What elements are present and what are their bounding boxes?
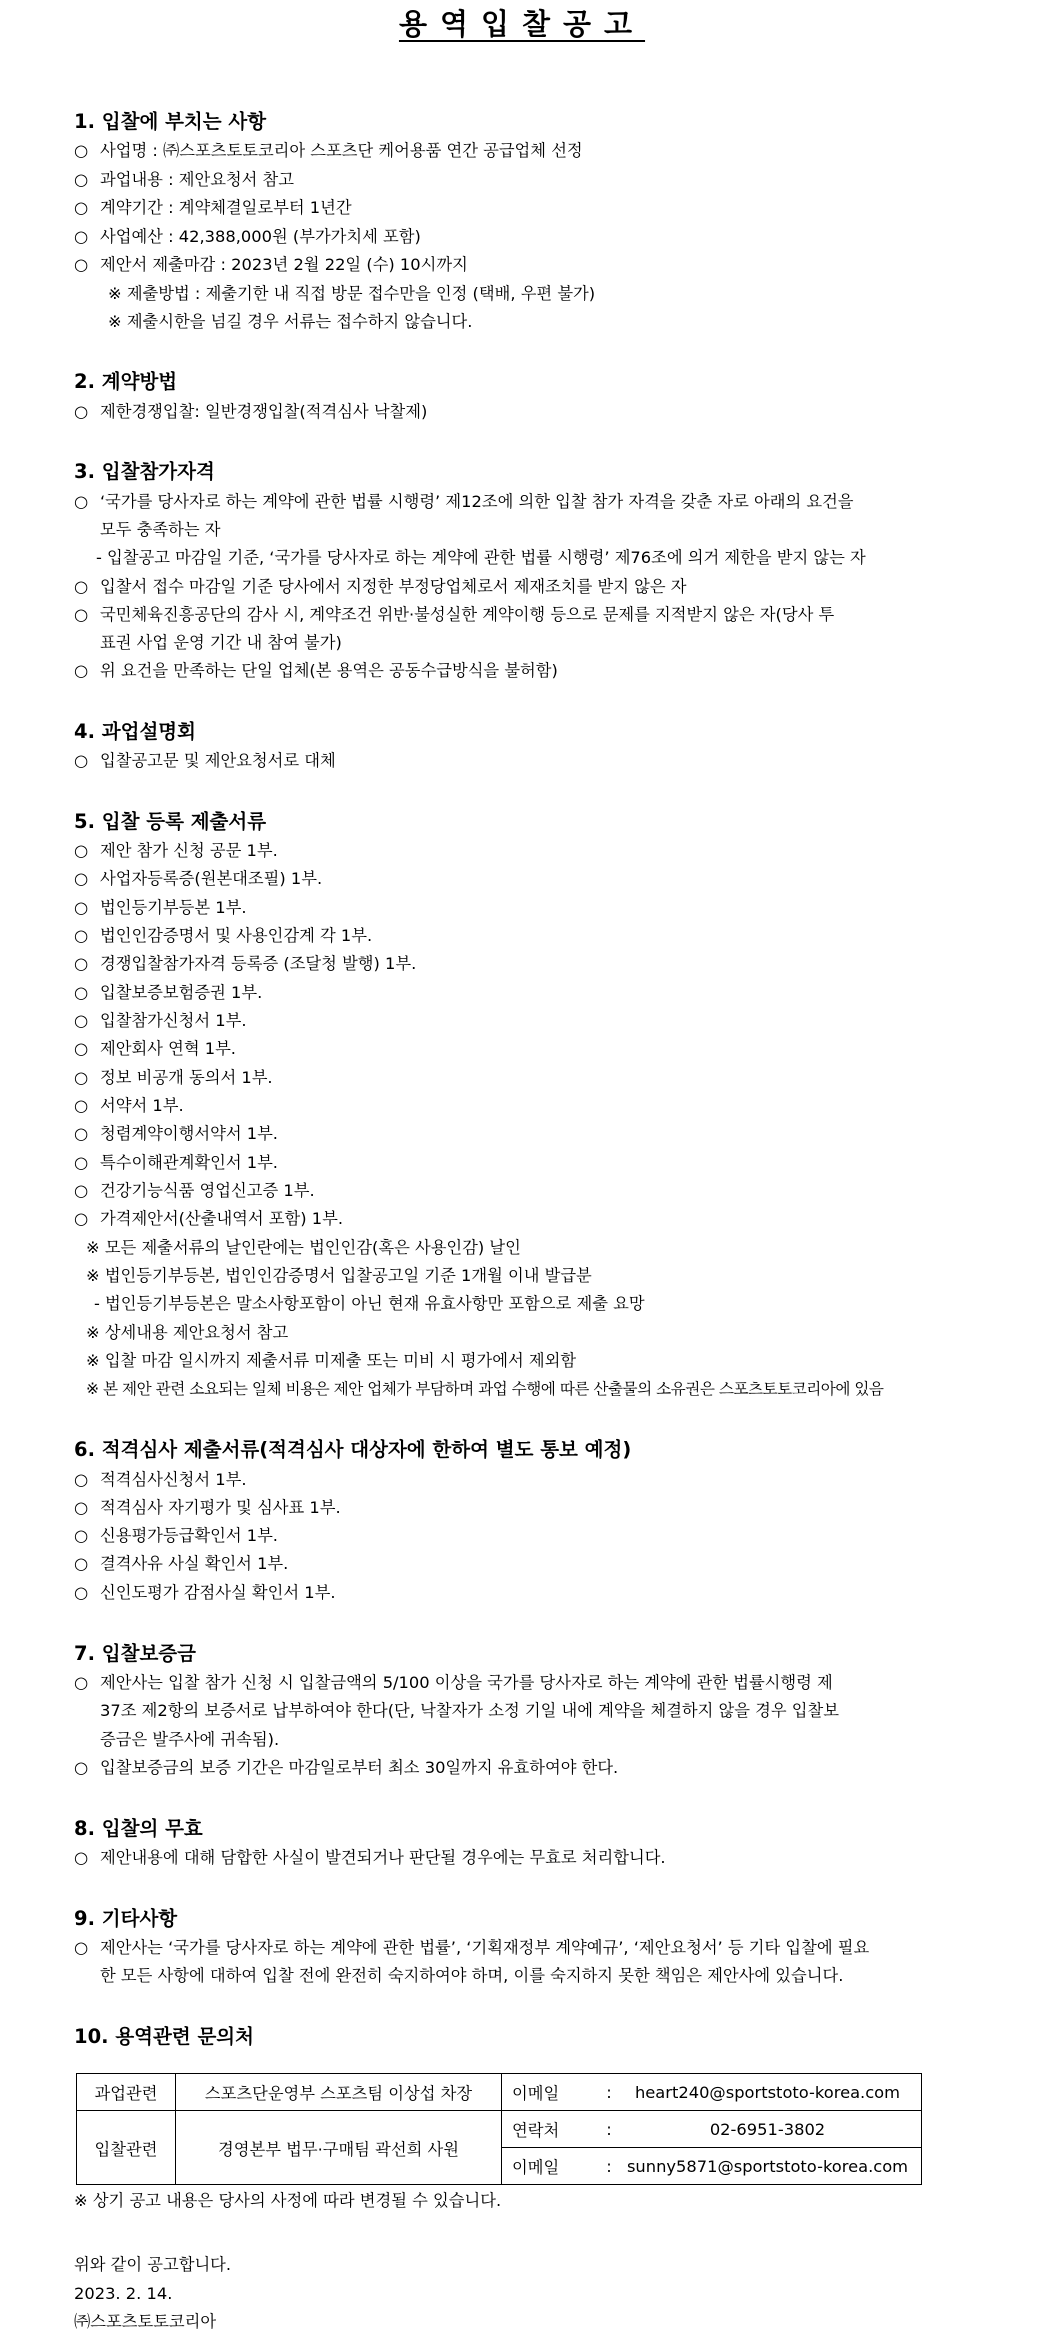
list-item: ○ 사업예산 : 42,388,000원 (부가가치세 포함) — [74, 227, 421, 246]
table-cell-contact: 연락처 : 02-6951-3802 — [502, 2111, 922, 2148]
section-heading: 7. 입찰보증금 — [74, 1642, 196, 1665]
email-link[interactable]: heart240@sportstoto-korea.com — [634, 2082, 901, 2102]
list-item: ○ 특수이해관계확인서 1부. — [74, 1153, 278, 1172]
list-item: ○ 입찰보증금의 보증 기간은 마감일로부터 최소 30일까지 유효하여야 한다. — [74, 1758, 619, 1777]
section-heading: 1. 입찰에 부치는 사항 — [74, 110, 267, 133]
list-item: ○ 과업내용 : 제안요청서 참고 — [74, 170, 295, 189]
table-cell-label: 입찰관련 — [77, 2111, 176, 2185]
list-item: ○ 적격심사 자기평가 및 심사표 1부. — [74, 1498, 341, 1517]
section-heading: 3. 입찰참가자격 — [74, 460, 215, 483]
notice-date: 2023. 2. 14. — [74, 2284, 173, 2303]
closing-text: 위와 같이 공고합니다. — [74, 2255, 232, 2274]
table-row — [77, 2111, 922, 2148]
contact-table — [76, 2073, 922, 2185]
section-heading: 6. 적격심사 제출서류(적격심사 대상자에 한하여 별도 통보 예정) — [74, 1438, 632, 1461]
note-text: ※ 상세내용 제안요청서 참고 — [86, 1323, 289, 1342]
list-item: ○ 신인도평가 감점사실 확인서 1부. — [74, 1583, 336, 1602]
section-heading: 4. 과업설명회 — [74, 720, 196, 743]
section-heading: 5. 입찰 등록 제출서류 — [74, 810, 267, 833]
page-title: 용역입찰공고 — [398, 7, 646, 41]
list-item-continuation: 증금은 발주사에 귀속됨). — [100, 1730, 280, 1749]
sub-item: - 입찰공고 마감일 기준, ‘국가를 당사자로 하는 계약에 관한 법률 시행령’ 제76조에 의거 제한을 받지 않는 자 — [96, 548, 866, 567]
sub-item: - 법인등기부등본은 말소사항포함이 아닌 현재 유효사항만 포함으로 제출 요망 — [94, 1294, 645, 1313]
list-item: ○ 제안서 제출마감 : 2023년 2월 22일 (수) 10시까지 — [74, 255, 468, 274]
note-text: ※ 모든 제출서류의 날인란에는 법인인감(혹은 사용인감) 날인 — [86, 1238, 521, 1257]
list-item: ○ 법인인감증명서 및 사용인감계 각 1부. — [74, 926, 373, 945]
list-item: ○ 사업명 : ㈜스포츠토토코리아 스포츠단 케어용품 연간 공급업체 선정 — [74, 141, 583, 160]
list-item: ○ 결격사유 사실 확인서 1부. — [74, 1554, 289, 1573]
note-text: ※ 법인등기부등본, 법인인감증명서 입찰공고일 기준 1개월 이내 발급분 — [86, 1266, 592, 1285]
email-link[interactable]: sunny5871@sportstoto-korea.com — [626, 2156, 909, 2176]
list-item: ○ 입찰참가신청서 1부. — [74, 1011, 247, 1030]
list-item: ○ 서약서 1부. — [74, 1096, 184, 1115]
list-item: ○ 제한경쟁입찰: 일반경쟁입찰(적격심사 낙찰제) — [74, 402, 428, 421]
list-item: ○ 입찰보증보험증권 1부. — [74, 983, 263, 1002]
list-item: ○ 입찰서 접수 마감일 기준 당사에서 지정한 부정당업체로서 제재조치를 받지 않은 자 — [74, 577, 687, 596]
list-item: ○ 위 요건을 만족하는 단일 업체(본 용역은 공동수급방식을 불허함) — [74, 661, 558, 680]
list-item-continuation: 모두 충족하는 자 — [100, 520, 221, 539]
list-item: ○ 적격심사신청서 1부. — [74, 1470, 247, 1489]
list-item: ○ 신용평가등급확인서 1부. — [74, 1526, 278, 1545]
list-item: ○ 제안회사 연혁 1부. — [74, 1039, 236, 1058]
section-heading: 8. 입찰의 무효 — [74, 1817, 203, 1840]
table-cell-dept: 스포츠단운영부 스포츠팀 이상섭 차장 — [176, 2074, 502, 2111]
section-heading: 9. 기타사항 — [74, 1907, 178, 1930]
list-item: ○ 계약기간 : 계약체결일로부터 1년간 — [74, 198, 352, 217]
list-item: ○ 청렴계약이행서약서 1부. — [74, 1124, 278, 1143]
footer-note: ※ 상기 공고 내용은 당사의 사정에 따라 변경될 수 있습니다. — [74, 2191, 502, 2210]
note-text: ※ 본 제안 관련 소요되는 일체 비용은 제안 업체가 부담하며 과업 수행에 따른 산출물의 소유권은 스포츠토토코리아에 있음 — [86, 1380, 884, 1398]
list-item-continuation: 한 모든 사항에 대하여 입찰 전에 완전히 숙지하여야 하며, 이를 숙지하지 못한 책임은 제안사에 있습니다. — [100, 1966, 844, 1985]
list-item: ○ 제안사는 입찰 참가 신청 시 입찰금액의 5/100 이상을 국가를 당사자로 하는 계약에 관한 법률시행령 제 — [74, 1673, 833, 1692]
list-item: ○ 정보 비공개 동의서 1부. — [74, 1068, 273, 1087]
phone-number: 02-6951-3802 — [709, 2119, 826, 2139]
table-row — [77, 2074, 922, 2111]
list-item: ○ 입찰공고문 및 제안요청서로 대체 — [74, 751, 336, 770]
note-text: ※ 제출방법 : 제출기한 내 직접 방문 접수만을 인정 (택배, 우편 불가) — [108, 284, 596, 303]
list-item: ○ 건강기능식품 영업신고증 1부. — [74, 1181, 315, 1200]
list-item: ○ 가격제안서(산출내역서 포함) 1부. — [74, 1209, 344, 1228]
list-item-continuation: 표권 사업 운영 기간 내 참여 불가) — [100, 633, 342, 652]
table-cell-contact: 이메일 : sunny5871@sportstoto-korea.com — [502, 2148, 922, 2185]
table-cell-contact: 이메일 : heart240@sportstoto-korea.com — [502, 2074, 922, 2111]
list-item-continuation: 37조 제2항의 보증서로 납부하여야 한다(단, 낙찰자가 소정 기일 내에 계약을 체결하지 않을 경우 입찰보 — [100, 1701, 839, 1720]
list-item: ○ 경쟁입찰참가자격 등록증 (조달청 발행) 1부. — [74, 954, 417, 973]
section-heading: 2. 계약방법 — [74, 370, 178, 393]
list-item: ○ ‘국가를 당사자로 하는 계약에 관한 법률 시행령’ 제12조에 의한 입찰 참가 자격을 갖춘 자로 아래의 요건을 — [74, 492, 854, 511]
list-item: ○ 국민체육진흥공단의 감사 시, 계약조건 위반·불성실한 계약이행 등으로 문제를 지적받지 않은 자(당사 투 — [74, 605, 835, 624]
company-name: ㈜스포츠토토코리아 — [74, 2312, 217, 2331]
list-item: ○ 제안사는 ‘국가를 당사자로 하는 계약에 관한 법률’, ‘기획재정부 계약예규’, ‘제안요청서’ 등 기타 입찰에 필요 — [74, 1938, 870, 1957]
note-text: ※ 입찰 마감 일시까지 제출서류 미제출 또는 미비 시 평가에서 제외함 — [86, 1351, 577, 1370]
list-item: ○ 제안 참가 신청 공문 1부. — [74, 841, 278, 860]
list-item: ○ 법인등기부등본 1부. — [74, 898, 247, 917]
section-heading: 10. 용역관련 문의처 — [74, 2025, 254, 2048]
list-item: ○ 제안내용에 대해 담합한 사실이 발견되거나 판단될 경우에는 무효로 처리합니다. — [74, 1848, 666, 1867]
table-cell-dept: 경영본부 법무·구매팀 곽선희 사원 — [176, 2111, 502, 2185]
list-item: ○ 사업자등록증(원본대조필) 1부. — [74, 869, 323, 888]
note-text: ※ 제출시한을 넘길 경우 서류는 접수하지 않습니다. — [108, 312, 473, 331]
table-cell-label: 과업관련 — [77, 2074, 176, 2111]
